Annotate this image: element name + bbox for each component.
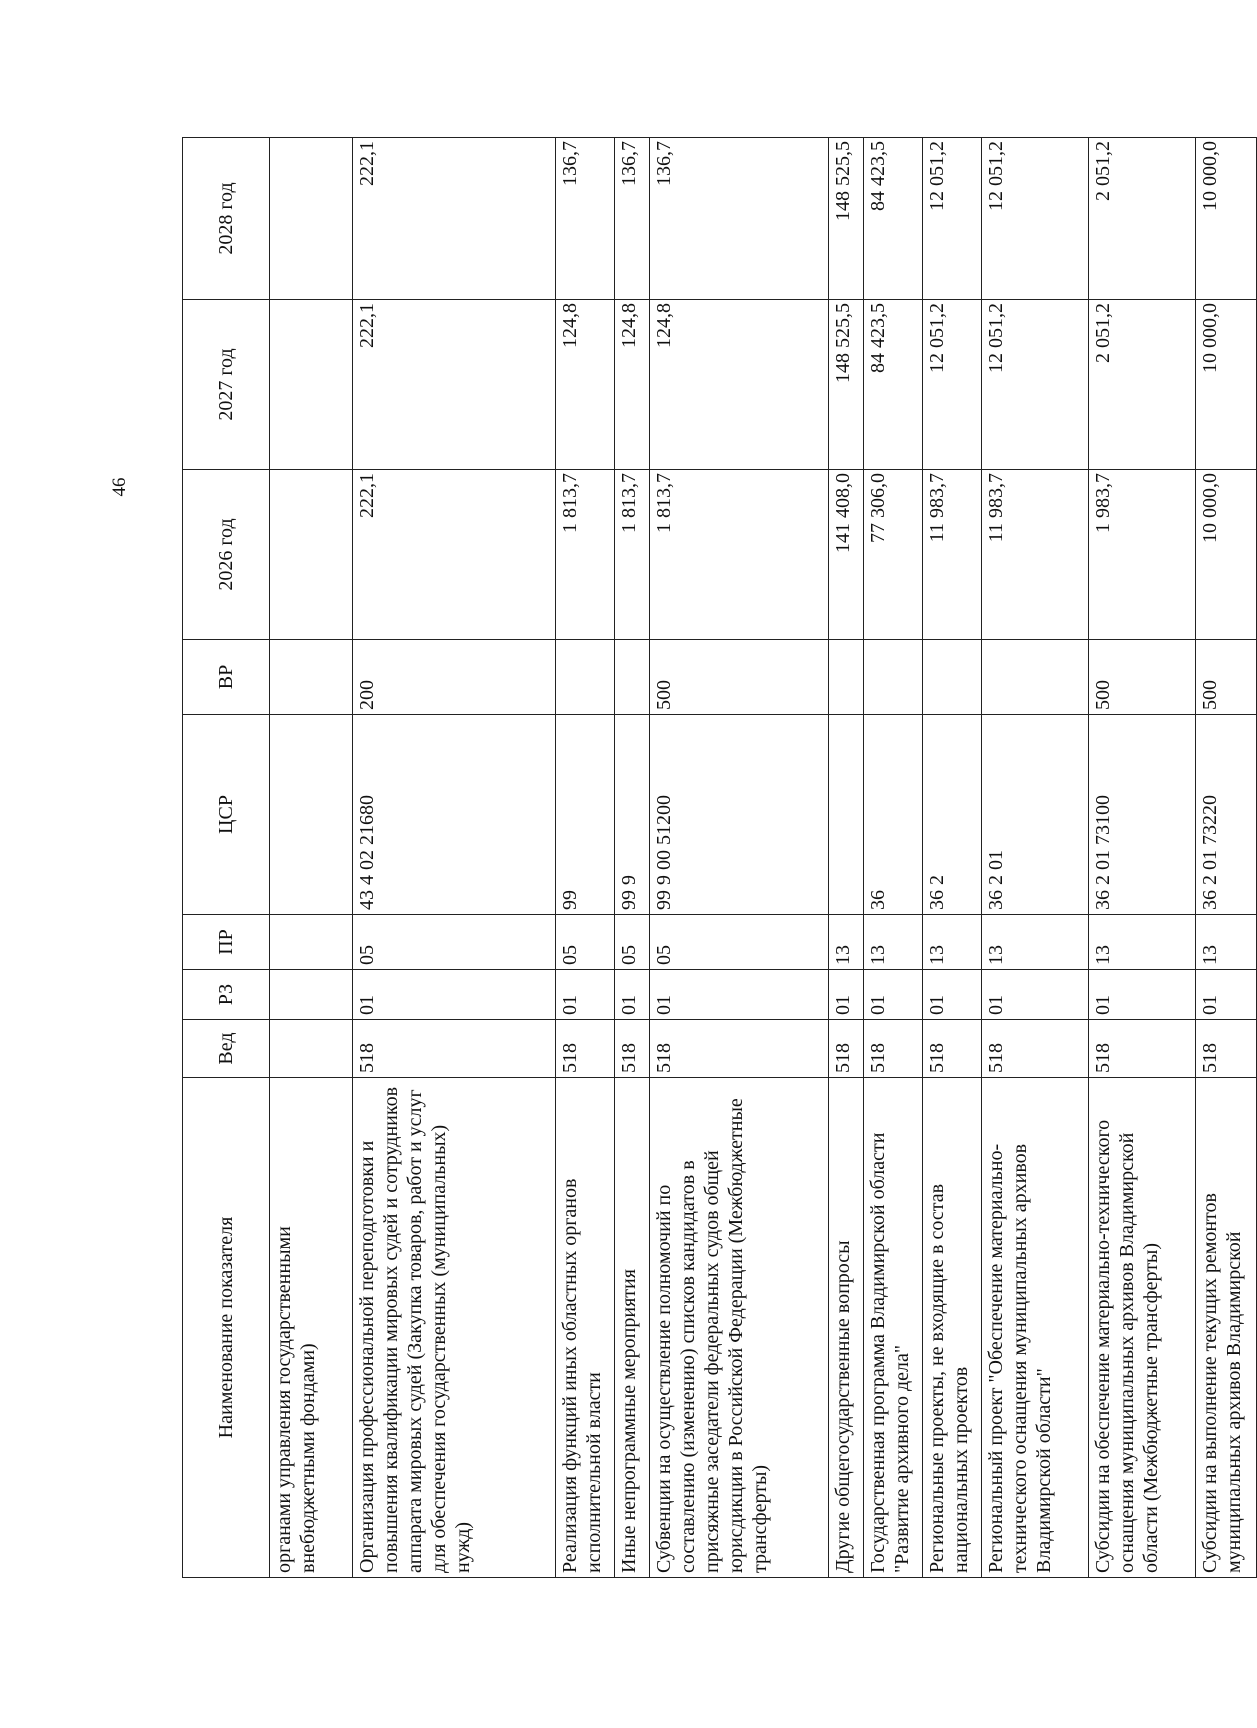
cell-rz: 01 bbox=[982, 970, 1089, 1020]
cell-2027: 12 051,2 bbox=[982, 300, 1089, 470]
cell-2027: 124,8 bbox=[650, 300, 829, 470]
cell-2028: 84 423,5 bbox=[864, 138, 923, 300]
cell-vr: 500 bbox=[1196, 640, 1257, 715]
cell-2028: 10 000,0 bbox=[1196, 138, 1257, 300]
table-row bbox=[556, 138, 615, 1578]
cell-2027: 148 525,5 bbox=[829, 300, 864, 470]
cell-csr bbox=[829, 715, 864, 915]
cell-csr: 99 9 bbox=[615, 715, 650, 915]
cell-ved: 518 bbox=[556, 1020, 615, 1078]
cell-rz: 01 bbox=[615, 970, 650, 1020]
table-row bbox=[864, 138, 923, 1578]
header-vr: ВР bbox=[183, 640, 270, 715]
header-rz: РЗ bbox=[183, 970, 270, 1020]
cell-pr bbox=[270, 915, 353, 970]
cell-vr bbox=[556, 640, 615, 715]
cell-2026 bbox=[270, 470, 353, 640]
cell-2028 bbox=[270, 138, 353, 300]
cell-name: Субвенции на осуществление полномочий по составлению (изменению) списков кандидатов в присяжные заседатели федеральных судов общей юрисдикции в Российской Федерации (Межбюджетные трансферты) bbox=[650, 1078, 829, 1578]
cell-vr bbox=[829, 640, 864, 715]
cell-2027: 124,8 bbox=[556, 300, 615, 470]
cell-rz bbox=[270, 970, 353, 1020]
table-row bbox=[982, 138, 1089, 1578]
cell-name: Субсидии на выполнение текущих ремонтов муниципальных архивов Владимирской bbox=[1196, 1078, 1257, 1578]
cell-pr: 13 bbox=[923, 915, 982, 970]
cell-2026: 141 408,0 bbox=[829, 470, 864, 640]
cell-pr: 05 bbox=[650, 915, 829, 970]
cell-rz: 01 bbox=[923, 970, 982, 1020]
cell-csr bbox=[270, 715, 353, 915]
page-number: 46 bbox=[109, 477, 130, 497]
cell-2027 bbox=[270, 300, 353, 470]
cell-vr: 500 bbox=[650, 640, 829, 715]
table-row bbox=[353, 138, 556, 1578]
cell-rz: 01 bbox=[556, 970, 615, 1020]
header-pr: ПР bbox=[183, 915, 270, 970]
cell-2028: 136,7 bbox=[556, 138, 615, 300]
cell-name: Региональные проекты, не входящие в состав национальных проектов bbox=[923, 1078, 982, 1578]
cell-csr: 36 2 01 73100 bbox=[1089, 715, 1196, 915]
table-header-row bbox=[183, 138, 270, 1578]
cell-name: Другие общегосударственные вопросы bbox=[829, 1078, 864, 1578]
cell-2028: 136,7 bbox=[615, 138, 650, 300]
table-row bbox=[1089, 138, 1196, 1578]
cell-2027: 12 051,2 bbox=[923, 300, 982, 470]
header-csr: ЦСР bbox=[183, 715, 270, 915]
cell-2026: 11 983,7 bbox=[923, 470, 982, 640]
cell-name: органами управления государственными внебюджетными фондами) bbox=[270, 1078, 353, 1578]
cell-ved: 518 bbox=[923, 1020, 982, 1078]
budget-table bbox=[182, 137, 1257, 1578]
table-row bbox=[923, 138, 982, 1578]
cell-2026: 1 813,7 bbox=[615, 470, 650, 640]
cell-rz: 01 bbox=[864, 970, 923, 1020]
cell-2026: 11 983,7 bbox=[982, 470, 1089, 640]
cell-vr bbox=[923, 640, 982, 715]
cell-pr: 13 bbox=[1089, 915, 1196, 970]
cell-pr: 05 bbox=[556, 915, 615, 970]
cell-vr bbox=[982, 640, 1089, 715]
cell-2026: 1 983,7 bbox=[1089, 470, 1196, 640]
table-row bbox=[650, 138, 829, 1578]
cell-name: Организация профессиональной переподготовки и повышения квалификации мировых судей и сотрудников аппарата мировых судей (Закупка товаров, работ и услуг для обеспечения государственных (муниципальных) нужд) bbox=[353, 1078, 556, 1578]
cell-ved: 518 bbox=[353, 1020, 556, 1078]
cell-2027: 124,8 bbox=[615, 300, 650, 470]
header-2028: 2028 год bbox=[183, 138, 270, 300]
table-row bbox=[1196, 138, 1257, 1578]
cell-2027: 2 051,2 bbox=[1089, 300, 1196, 470]
table-row bbox=[270, 138, 353, 1578]
cell-2026: 1 813,7 bbox=[556, 470, 615, 640]
cell-2026: 10 000,0 bbox=[1196, 470, 1257, 640]
cell-rz: 01 bbox=[353, 970, 556, 1020]
cell-ved: 518 bbox=[982, 1020, 1089, 1078]
cell-ved: 518 bbox=[864, 1020, 923, 1078]
cell-vr bbox=[615, 640, 650, 715]
cell-ved: 518 bbox=[1089, 1020, 1196, 1078]
header-name: Наименование показателя bbox=[183, 1078, 270, 1578]
cell-2028: 2 051,2 bbox=[1089, 138, 1196, 300]
cell-name: Региональный проект "Обеспечение материально-технического оснащения муниципальных архивов Владимирской области" bbox=[982, 1078, 1089, 1578]
cell-csr: 36 2 bbox=[923, 715, 982, 915]
cell-2027: 222,1 bbox=[353, 300, 556, 470]
cell-pr: 13 bbox=[1196, 915, 1257, 970]
cell-2026: 1 813,7 bbox=[650, 470, 829, 640]
cell-ved: 518 bbox=[615, 1020, 650, 1078]
cell-2028: 12 051,2 bbox=[923, 138, 982, 300]
cell-csr: 43 4 02 21680 bbox=[353, 715, 556, 915]
cell-2026: 222,1 bbox=[353, 470, 556, 640]
cell-vr: 200 bbox=[353, 640, 556, 715]
cell-2028: 148 525,5 bbox=[829, 138, 864, 300]
cell-pr: 13 bbox=[864, 915, 923, 970]
cell-name: Реализация функций иных областных органов исполнительной власти bbox=[556, 1078, 615, 1578]
cell-name: Иные непрограммные мероприятия bbox=[615, 1078, 650, 1578]
cell-name: Субсидии на обеспечение материально-технического оснащения муниципальных архивов Владимирской области (Межбюджетные трансферты) bbox=[1089, 1078, 1196, 1578]
cell-vr bbox=[270, 640, 353, 715]
cell-2028: 12 051,2 bbox=[982, 138, 1089, 300]
cell-rz: 01 bbox=[1089, 970, 1196, 1020]
cell-rz: 01 bbox=[829, 970, 864, 1020]
cell-pr: 13 bbox=[982, 915, 1089, 970]
cell-rz: 01 bbox=[650, 970, 829, 1020]
cell-vr bbox=[864, 640, 923, 715]
table-row bbox=[615, 138, 650, 1578]
cell-csr: 99 bbox=[556, 715, 615, 915]
cell-csr: 36 bbox=[864, 715, 923, 915]
cell-pr: 05 bbox=[353, 915, 556, 970]
cell-csr: 36 2 01 bbox=[982, 715, 1089, 915]
rotated-page-content bbox=[182, 138, 1245, 1578]
table-row bbox=[829, 138, 864, 1578]
cell-ved: 518 bbox=[829, 1020, 864, 1078]
cell-vr: 500 bbox=[1089, 640, 1196, 715]
cell-rz: 01 bbox=[1196, 970, 1257, 1020]
header-2026: 2026 год bbox=[183, 470, 270, 640]
cell-ved: 518 bbox=[650, 1020, 829, 1078]
cell-2027: 10 000,0 bbox=[1196, 300, 1257, 470]
cell-2028: 222,1 bbox=[353, 138, 556, 300]
cell-2028: 136,7 bbox=[650, 138, 829, 300]
cell-name: Государственная программа Владимирской области "Развитие архивного дела" bbox=[864, 1078, 923, 1578]
header-ved: Вед bbox=[183, 1020, 270, 1078]
cell-pr: 05 bbox=[615, 915, 650, 970]
header-2027: 2027 год bbox=[183, 300, 270, 470]
cell-pr: 13 bbox=[829, 915, 864, 970]
cell-2026: 77 306,0 bbox=[864, 470, 923, 640]
cell-ved: 518 bbox=[1196, 1020, 1257, 1078]
cell-csr: 36 2 01 73220 bbox=[1196, 715, 1257, 915]
cell-ved bbox=[270, 1020, 353, 1078]
cell-csr: 99 9 00 51200 bbox=[650, 715, 829, 915]
cell-2027: 84 423,5 bbox=[864, 300, 923, 470]
